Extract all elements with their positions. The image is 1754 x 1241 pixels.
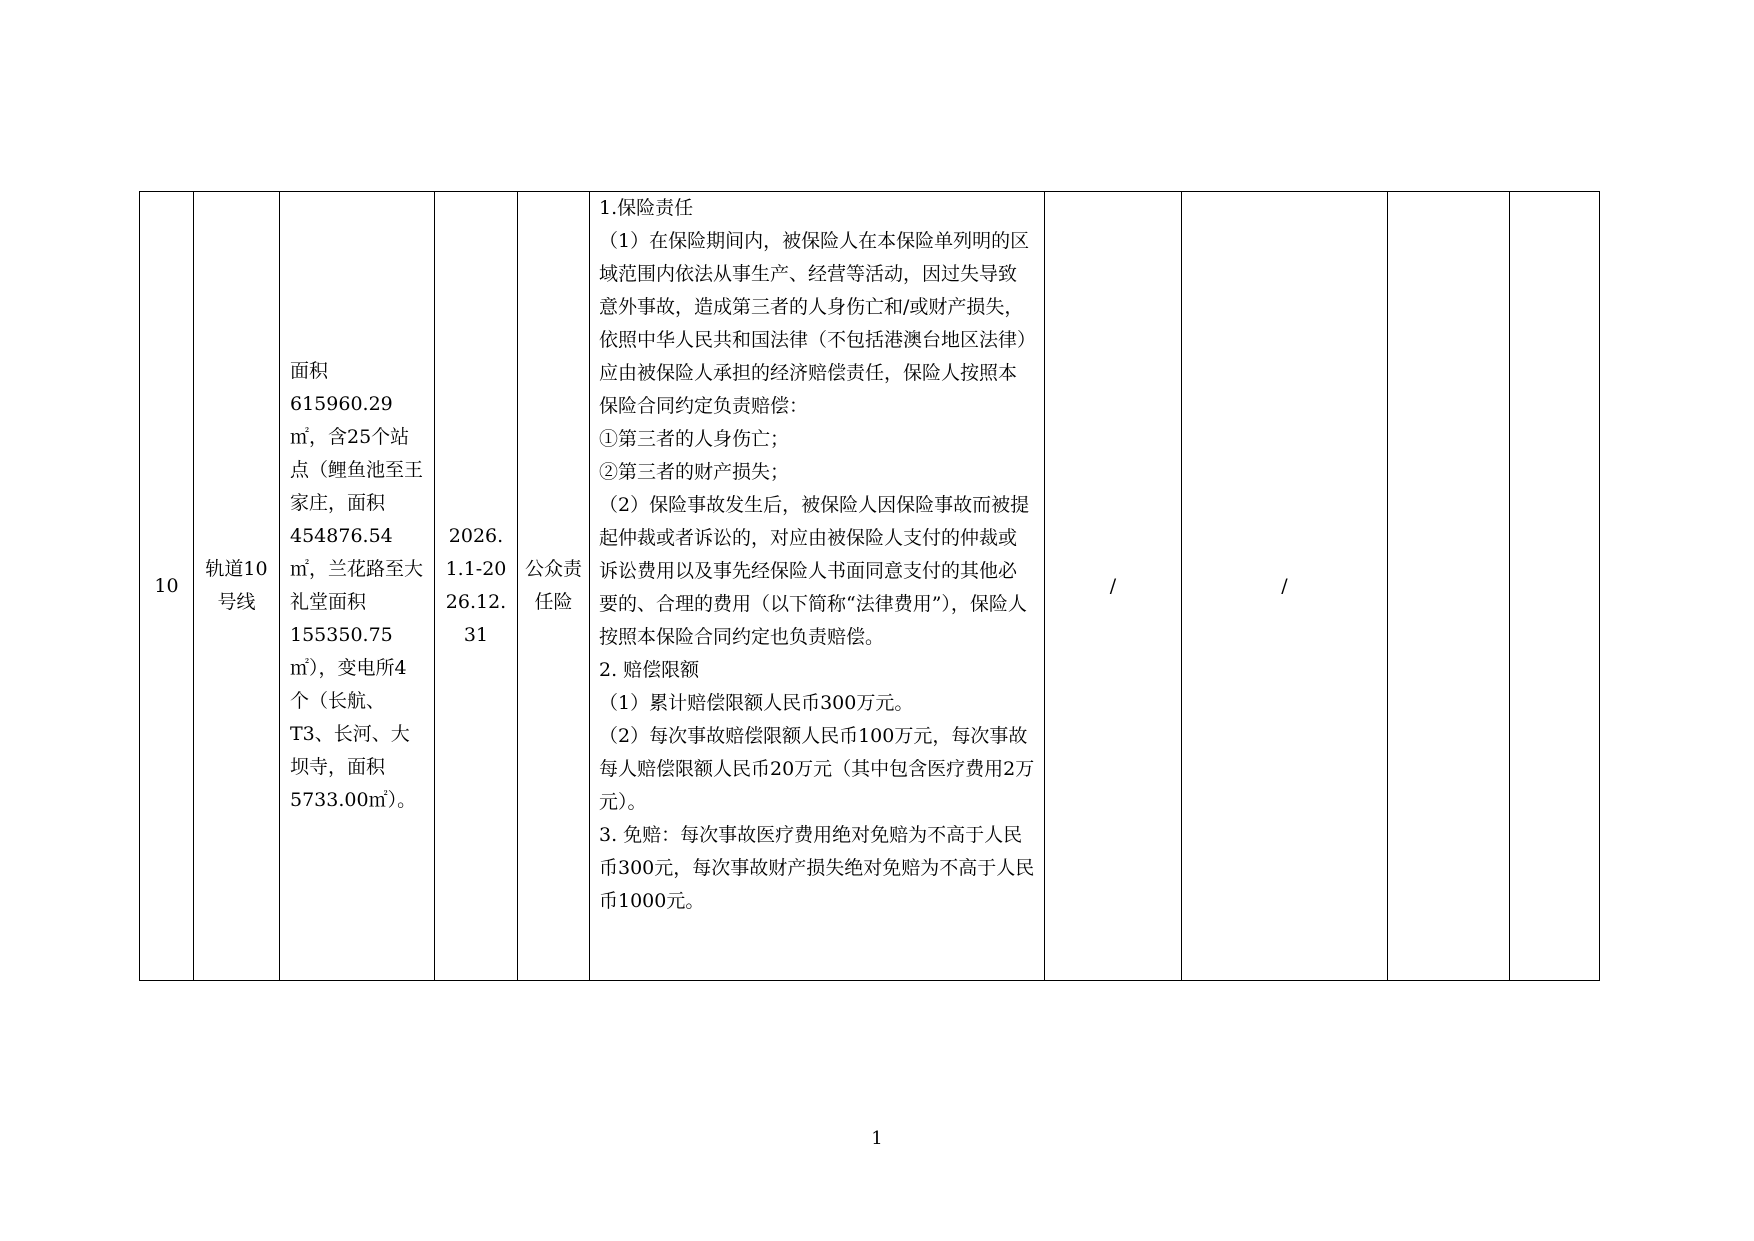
line-name-cell (194, 192, 280, 981)
insurance-type: 公众责任险 (524, 558, 582, 613)
column-7-value: / (1109, 574, 1117, 597)
row-index: 10 (154, 574, 179, 597)
term-line: ①第三者的人身伤亡； (599, 428, 790, 450)
term-line: 3. 免赔：每次事故医疗费用绝对免赔为不高于人民币300元，每次事故财产损失绝对免赔为不高于人民币1000元。 (599, 824, 1035, 912)
insurance-period: 2026.1.1-2026.12.31 (445, 525, 507, 646)
term-line: 2. 赔偿限额 (599, 659, 700, 681)
column-7-cell (1045, 192, 1182, 981)
insurance-period-cell (435, 192, 518, 981)
column-8-value: / (1281, 574, 1288, 597)
row-index-cell (140, 192, 194, 981)
column-8-cell (1182, 192, 1388, 981)
term-line: （2）每次事故赔偿限额人民币100万元，每次事故每人赔偿限额人民币20万元（其中包含医疗费用2万元）。 (599, 725, 1035, 813)
table-row (140, 192, 1600, 981)
line-name: 轨道10号线 (205, 558, 268, 613)
column-9-cell (1388, 192, 1510, 981)
insurance-type-cell (518, 192, 590, 981)
term-line: （2）保险事故发生后，被保险人因保险事故而被提起仲裁或者诉讼的，对应由被保险人支付的仲裁或诉讼费用以及事先经保险人书面同意支付的其他必要的、合理的费用（以下简称“法律费用”），保险人按照本保险合同约定也负责赔偿。 (599, 494, 1030, 648)
term-line: （1）在保险期间内，被保险人在本保险单列明的区域范围内依法从事生产、经营等活动，因过失导致意外事故，造成第三者的人身伤亡和/或财产损失，依照中华人民共和国法律（不包括港澳台地区法律）应由被保险人承担的经济赔偿责任，保险人按照本保险合同约定负责赔偿： (599, 230, 1030, 417)
page-number: 1 (871, 1128, 883, 1149)
term-line: （1）累计赔偿限额人民币300万元。 (599, 692, 914, 714)
insurance-table (139, 191, 1600, 981)
coverage-scope-cell (280, 192, 435, 981)
column-10-cell (1510, 192, 1600, 981)
term-line: 1.保险责任 (599, 197, 694, 219)
term-line: ②第三者的财产损失； (599, 461, 790, 483)
insurance-terms-cell (590, 192, 1045, 981)
coverage-scope: 面积615960.29㎡，含25个站点（鲤鱼池至王家庄，面积454876.54㎡，兰花路至大礼堂面积155350.75㎡），变电所4个（长航、T3、长河、大坝寺，面积5733.00㎡）。 (290, 360, 424, 811)
